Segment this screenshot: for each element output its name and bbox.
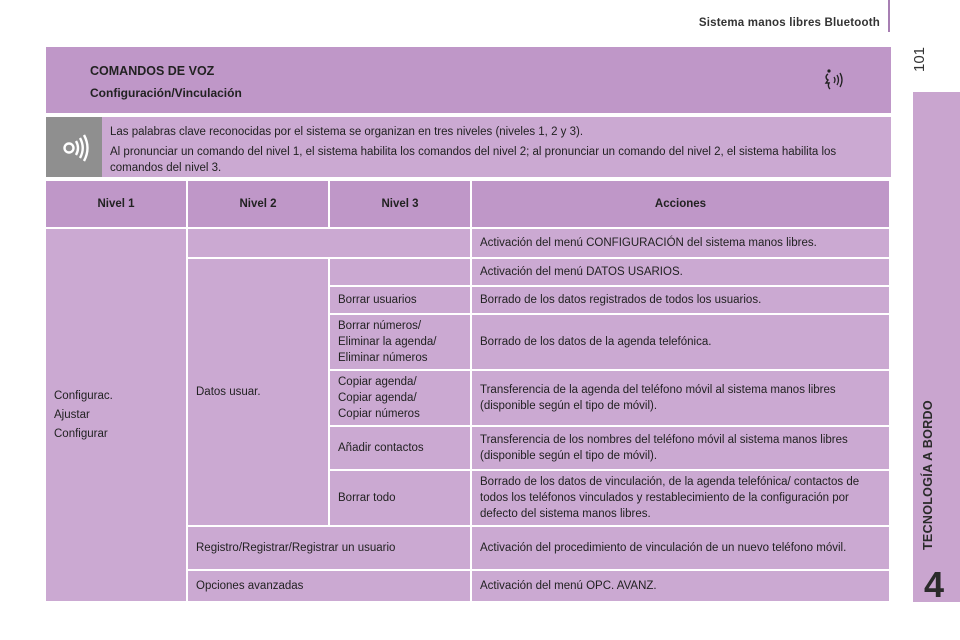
action-cell: Borrado de los datos registrados de todos los usuarios. (472, 287, 891, 315)
level1-line-1: Configurac. (54, 390, 113, 402)
action-cell: Activación del menú DATOS USARIOS. (472, 259, 891, 287)
table-header-row (46, 181, 891, 229)
level3-cell: Añadir contactos (330, 427, 472, 471)
empty-cell (330, 259, 472, 287)
section-subtitle: Configuración/Vinculación (90, 86, 242, 100)
level3-cell: Borrar números/ Eliminar la agenda/ Eliminar números (330, 315, 472, 371)
header-title: Sistema manos libres Bluetooth (698, 17, 880, 29)
action-cell: Activación del procedimiento de vinculación de un nuevo teléfono móvil. (472, 527, 891, 571)
empty-cell (188, 229, 472, 259)
action-cell: Borrado de los datos de la agenda telefónica. (472, 315, 891, 371)
voice-commands-table (46, 181, 891, 603)
level1-cell (46, 229, 188, 603)
table-row (46, 229, 891, 259)
section-header-box (46, 47, 891, 113)
header-nivel-1: Nivel 1 (46, 181, 188, 229)
level2-datos-cell: Datos usuar. (188, 259, 330, 527)
header-acciones: Acciones (472, 181, 891, 229)
section-title: COMANDOS DE VOZ (90, 64, 215, 78)
header-nivel-2: Nivel 2 (188, 181, 330, 229)
action-cell: Activación del menú OPC. AVANZ. (472, 571, 891, 603)
note-paragraph-2: Al pronunciar un comando del nivel 1, el sistema habilita los comandos del nivel 2; al pronunciar un comando del nivel 2, el sistema habilita los comandos del nivel 3. (110, 146, 837, 174)
level3-cell: Borrar todo (330, 471, 472, 527)
chapter-label: TECNOLOGÍA A BORDO (921, 400, 935, 550)
action-cell: Transferencia de los nombres del teléfono móvil al sistema manos libres (disponible según el tipo de móvil). (472, 427, 891, 471)
level2-opciones-cell: Opciones avanzadas (188, 571, 472, 603)
level1-line-3: Configurar (54, 428, 108, 440)
level1-line-2: Ajustar (54, 409, 90, 421)
chapter-number: 4 (924, 564, 945, 605)
level3-cell: Copiar agenda/ Copiar agenda/ Copiar números (330, 371, 472, 427)
speaker-icon (56, 130, 92, 166)
note-paragraph-1: Las palabras clave reconocidas por el sistema se organizan en tres niveles (niveles 1, 2 y 3). (110, 126, 584, 138)
info-note-text (110, 124, 880, 180)
header-divider (888, 0, 890, 32)
level3-cell: Borrar usuarios (330, 287, 472, 315)
action-cell: Transferencia de la agenda del teléfono móvil al sistema manos libres (disponible según el tipo de móvil). (472, 371, 891, 427)
level2-registro-cell: Registro/Registrar/Registrar un usuario (188, 527, 472, 571)
action-cell: Activación del menú CONFIGURACIÓN del sistema manos libres. (472, 229, 891, 259)
action-cell: Borrado de los datos de vinculación, de la agenda telefónica/ contactos de todos los teléfonos vinculados y restablecimiento de la configuración por defecto del sistema manos libres. (472, 471, 891, 527)
voice-command-icon (820, 67, 848, 95)
header-nivel-3: Nivel 3 (330, 181, 472, 229)
page-number: 101 (911, 46, 928, 72)
